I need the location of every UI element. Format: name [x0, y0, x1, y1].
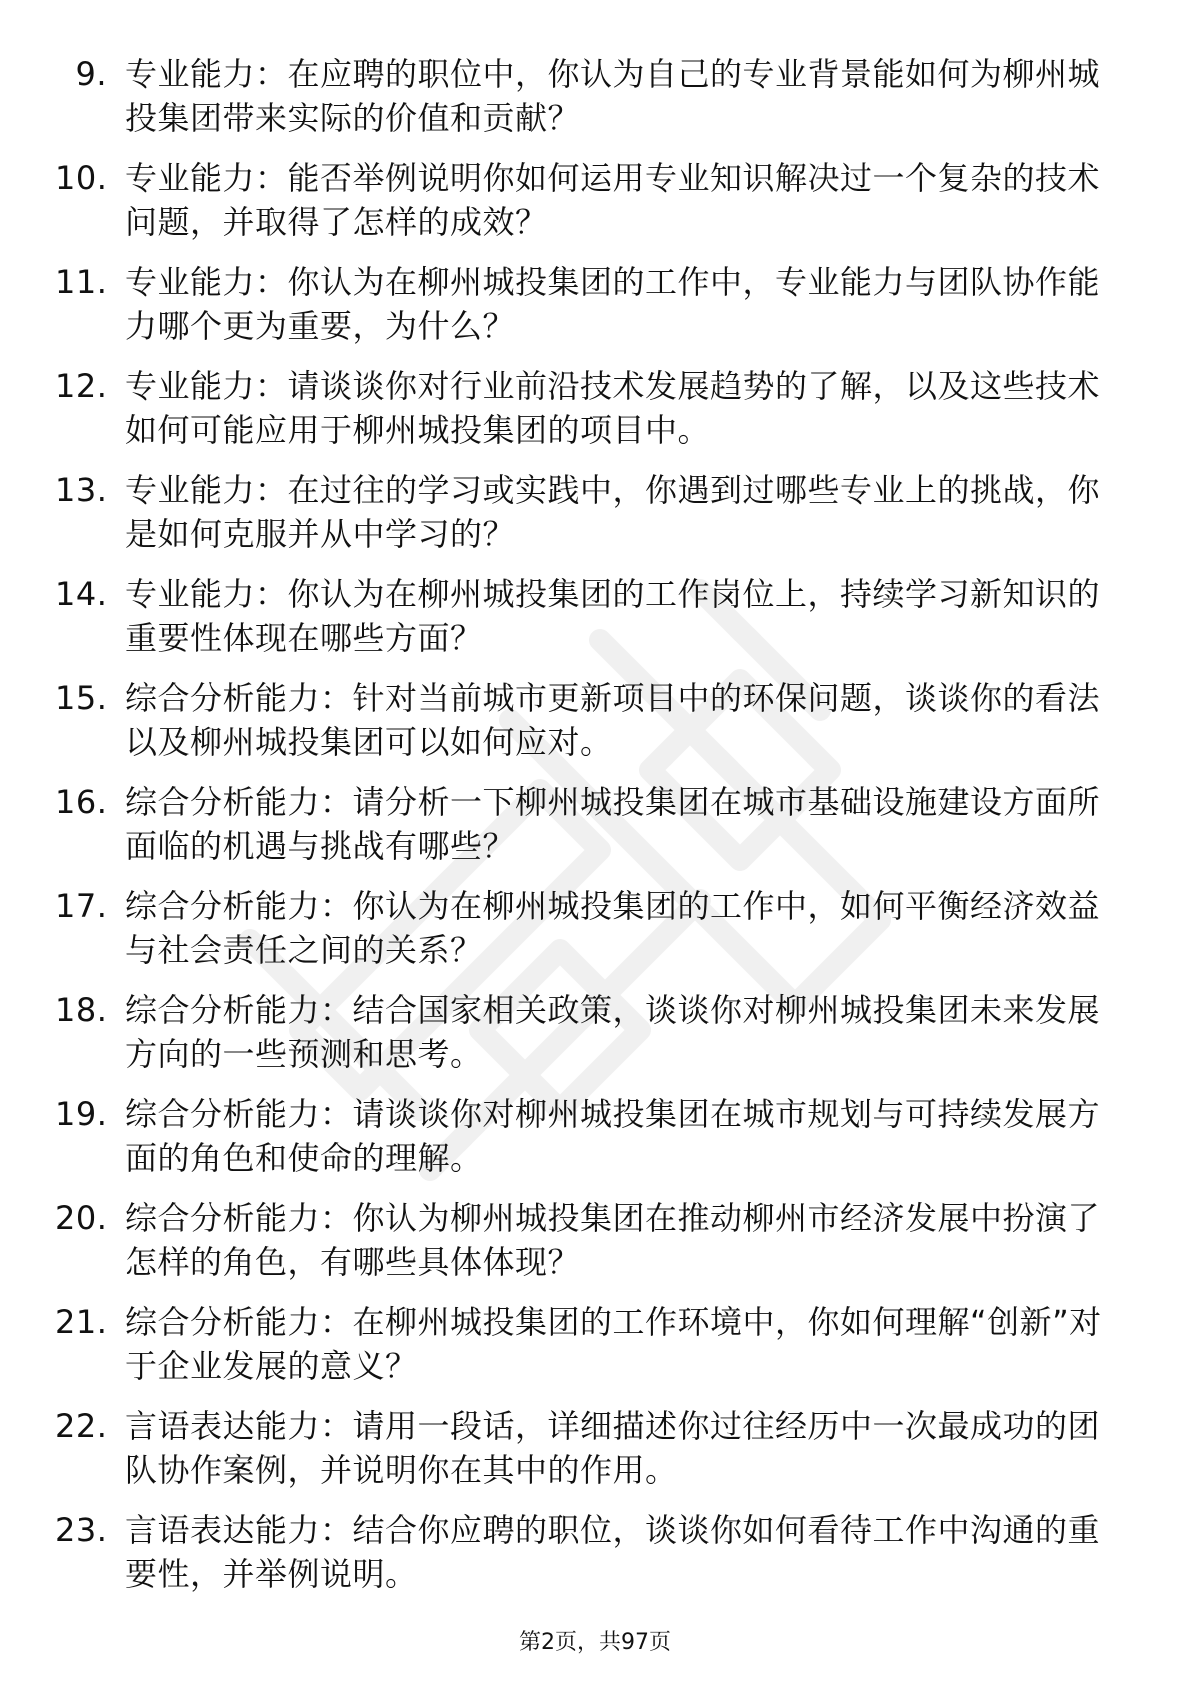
question-text: 综合分析能力：结合国家相关政策，谈谈你对柳州城投集团未来发展方向的一些预测和思考。 — [125, 991, 1101, 1073]
question-number: 19. — [55, 1095, 108, 1133]
page-number-label: 第2页，共97页 — [519, 1630, 671, 1655]
question-number: 23. — [55, 1511, 108, 1549]
question-number: 17. — [55, 887, 108, 925]
question-number: 21. — [55, 1303, 108, 1341]
question-item — [55, 52, 1115, 140]
question-number: 12. — [55, 367, 108, 405]
question-text: 综合分析能力：你认为柳州城投集团在推动柳州市经济发展中扮演了怎样的角色，有哪些具体体现？ — [125, 1199, 1101, 1281]
question-text: 专业能力：在过往的学习或实践中，你遇到过哪些专业上的挑战，你是如何克服并从中学习的？ — [125, 471, 1101, 553]
question-text: 综合分析能力：在柳州城投集团的工作环境中，你如何理解“创新”对于企业发展的意义？ — [125, 1303, 1102, 1385]
question-item — [55, 156, 1115, 244]
question-number: 20. — [55, 1199, 108, 1237]
question-item — [55, 988, 1115, 1076]
question-number: 13. — [55, 471, 108, 509]
question-item — [55, 364, 1115, 452]
question-item — [55, 676, 1115, 764]
question-item — [55, 1092, 1115, 1180]
question-number: 15. — [55, 679, 108, 717]
question-text: 专业能力：能否举例说明你如何运用专业知识解决过一个复杂的技术问题，并取得了怎样的成效？ — [125, 159, 1101, 241]
question-text: 综合分析能力：请分析一下柳州城投集团在城市基础设施建设方面所面临的机遇与挑战有哪些？ — [125, 783, 1101, 865]
question-item — [55, 260, 1115, 348]
question-text: 专业能力：请谈谈你对行业前沿技术发展趋势的了解，以及这些技术如何可能应用于柳州城投集团的项目中。 — [125, 367, 1101, 449]
question-number: 22. — [55, 1407, 108, 1445]
question-text: 综合分析能力：请谈谈你对柳州城投集团在城市规划与可持续发展方面的角色和使命的理解。 — [125, 1095, 1101, 1177]
question-item — [55, 1300, 1115, 1388]
question-text: 言语表达能力：请用一段话，详细描述你过往经历中一次最成功的团队协作案例，并说明你在其中的作用。 — [125, 1407, 1101, 1489]
question-item — [55, 468, 1115, 556]
question-number: 11. — [55, 263, 108, 301]
question-text: 专业能力：在应聘的职位中，你认为自己的专业背景能如何为柳州城投集团带来实际的价值和贡献？ — [125, 55, 1101, 137]
question-item — [55, 1196, 1115, 1284]
question-text: 综合分析能力：针对当前城市更新项目中的环保问题，谈谈你的看法以及柳州城投集团可以如何应对。 — [125, 679, 1101, 761]
question-item — [55, 780, 1115, 868]
question-text: 专业能力：你认为在柳州城投集团的工作中，专业能力与团队协作能力哪个更为重要，为什么？ — [125, 263, 1101, 345]
question-text: 专业能力：你认为在柳州城投集团的工作岗位上，持续学习新知识的重要性体现在哪些方面？ — [125, 575, 1101, 657]
question-number: 10. — [55, 159, 108, 197]
question-item — [55, 884, 1115, 972]
page-footer — [0, 1628, 1190, 1658]
question-number: 14. — [55, 575, 108, 613]
question-item — [55, 1404, 1115, 1492]
question-number: 18. — [55, 991, 108, 1029]
question-text: 言语表达能力：结合你应聘的职位，谈谈你如何看待工作中沟通的重要性，并举例说明。 — [125, 1511, 1101, 1593]
question-text: 综合分析能力：你认为在柳州城投集团的工作中，如何平衡经济效益与社会责任之间的关系？ — [125, 887, 1101, 969]
question-list — [55, 52, 1115, 1612]
question-item — [55, 572, 1115, 660]
question-item — [55, 1508, 1115, 1596]
question-number: 9. — [75, 55, 107, 93]
question-number: 16. — [55, 783, 108, 821]
